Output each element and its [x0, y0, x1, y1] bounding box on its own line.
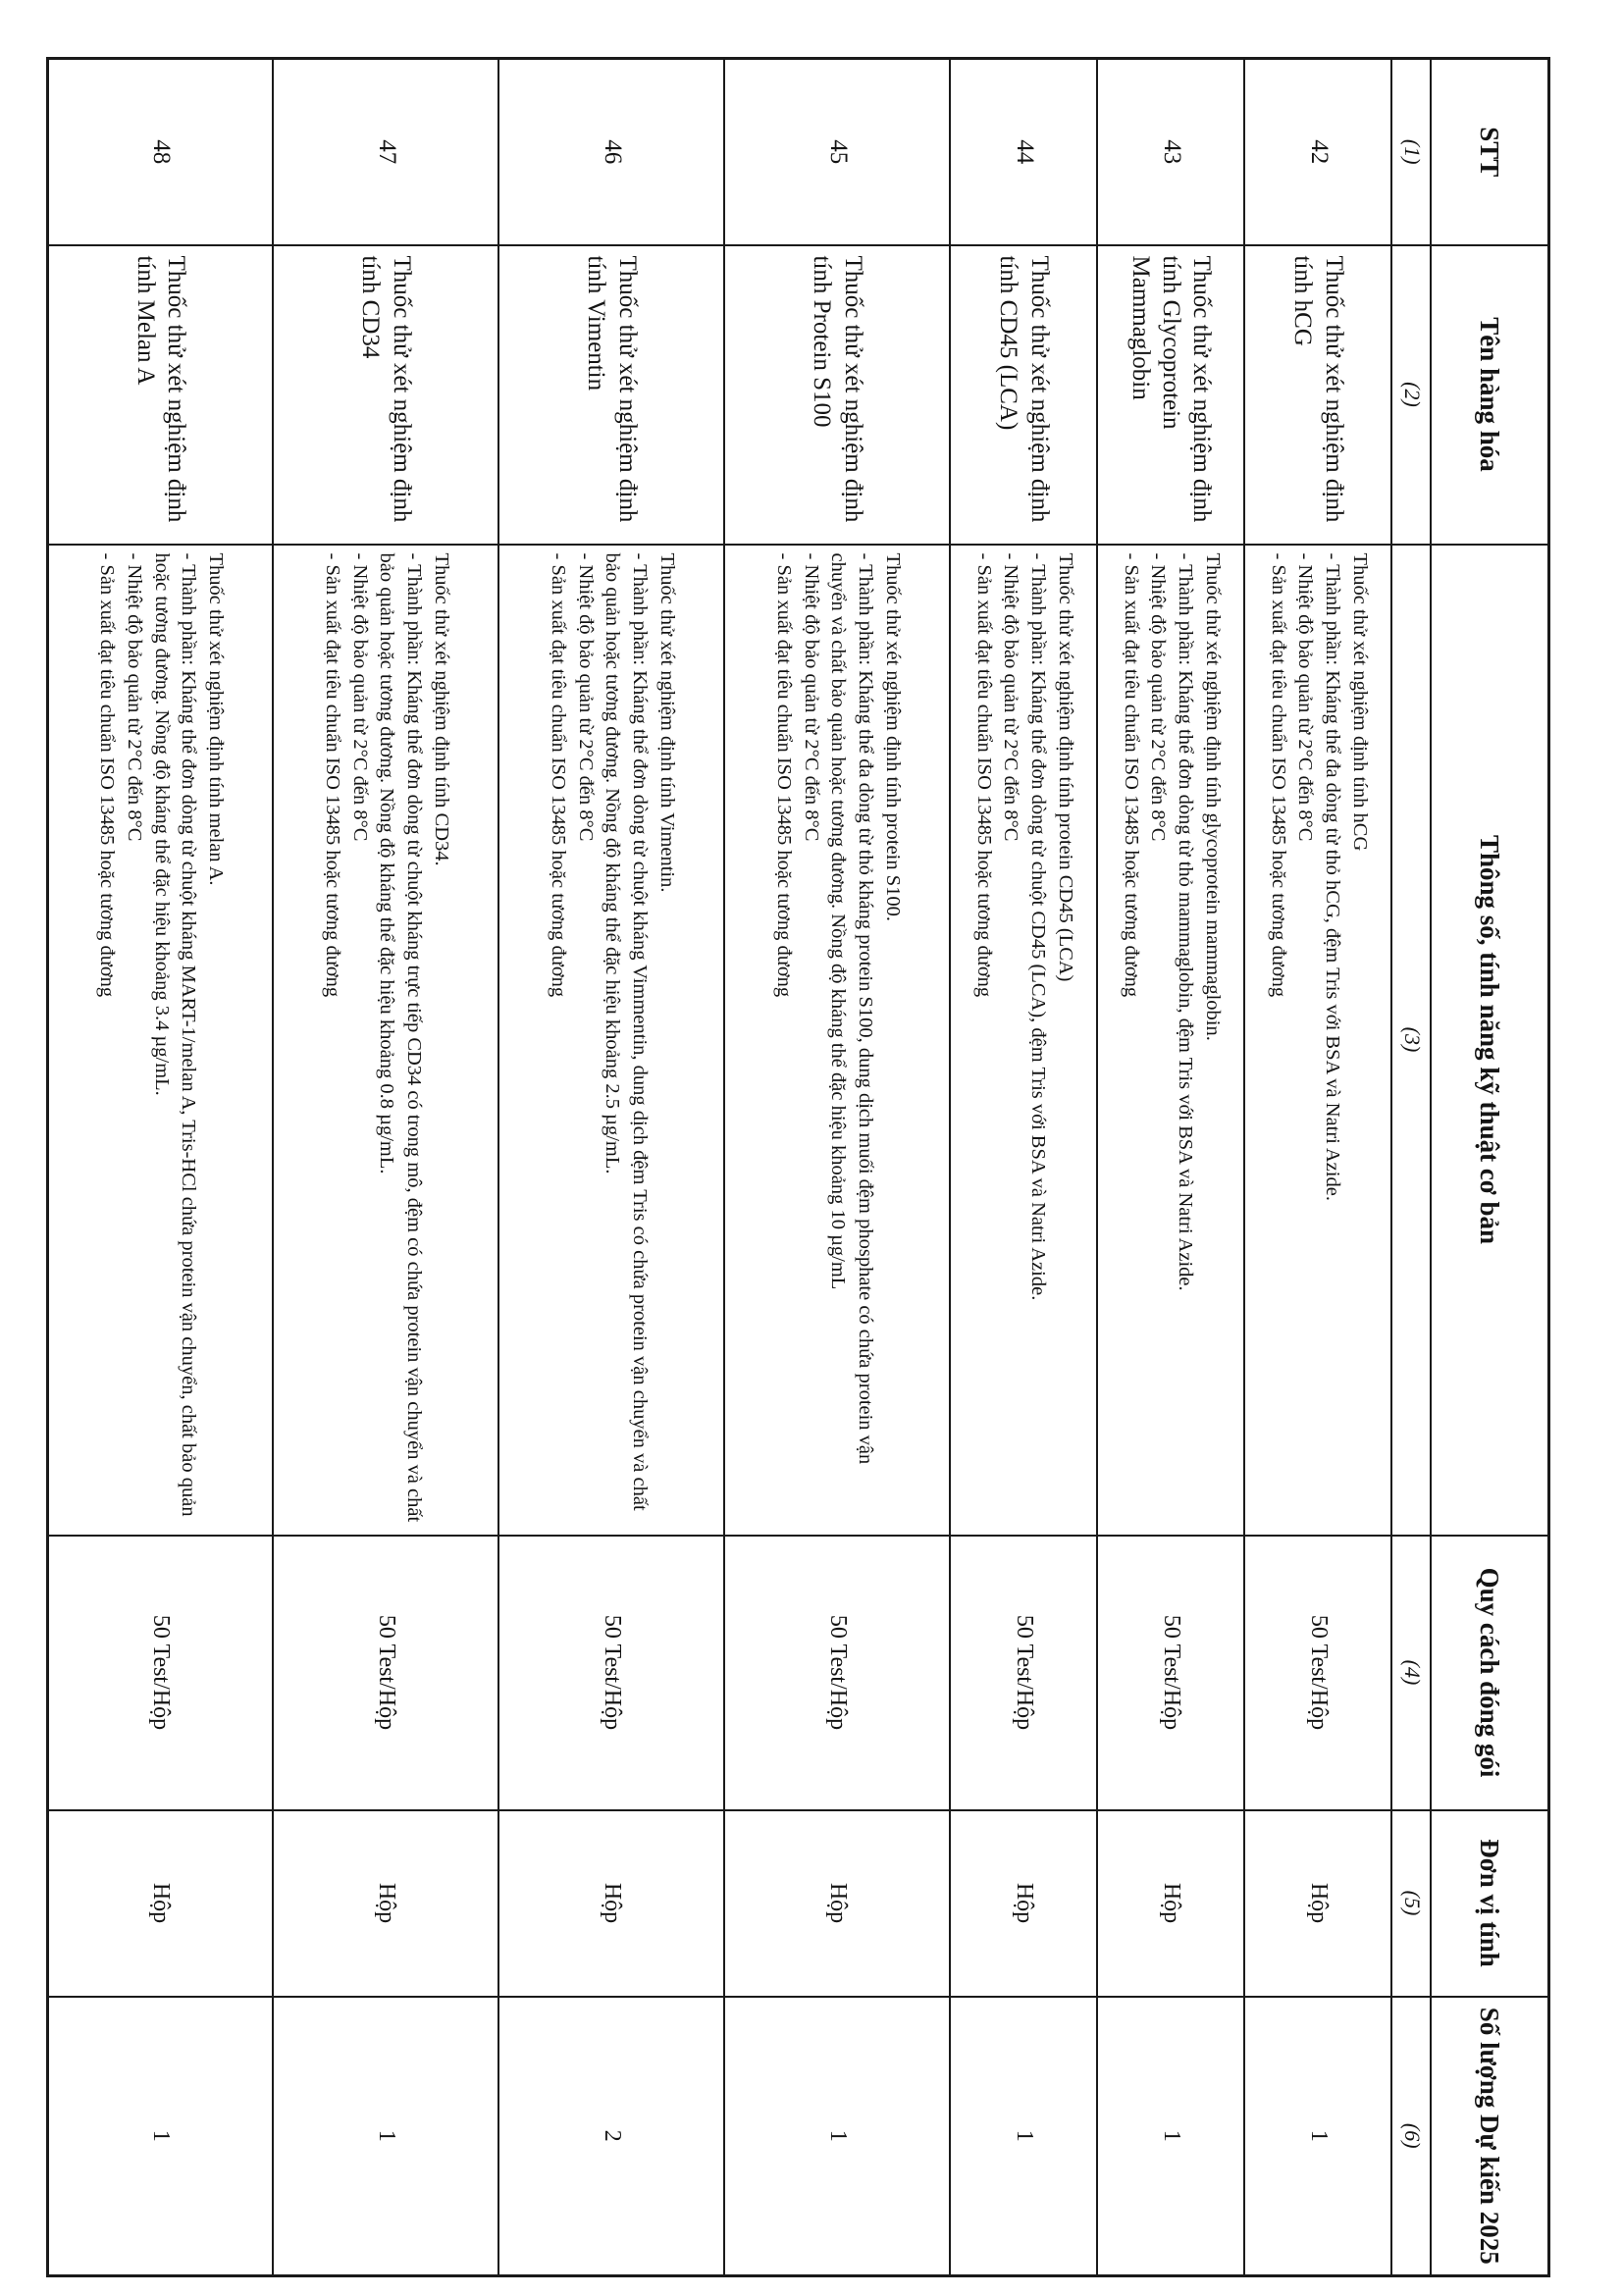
header-row [1432, 59, 1549, 2276]
row-product-name: Thuốc thử xét nghiệm định tính Melan A [48, 245, 274, 545]
header-spec: Thông số, tính năng kỹ thuật cơ bản [1432, 545, 1549, 1536]
table-row [48, 59, 274, 2276]
row-packaging: 50 Test/Hộp [1098, 1536, 1245, 1810]
row-product-name: Thuốc thử xét nghiệm định tính Glycoprotein Mammaglobin [1098, 245, 1245, 545]
row-unit: Hộp [48, 1810, 274, 1997]
spec-line: - Thành phần: Kháng thể đa dòng từ thỏ kháng protein S100, dung dịch muối đệm phosphate có chứa protein vận chuyển và chất bảo quản hoặc tương đương. Nồng độ kháng thể đặc hiệu khoảng 10 µg/mL [827, 552, 877, 1465]
row-product-name: Thuốc thử xét nghiệm định tính Vimentin [499, 245, 725, 545]
row-unit: Hộp [1098, 1810, 1245, 1997]
row-unit: Hộp [499, 1810, 725, 1997]
spec-line: Thuốc thử xét nghiệm định tính Vimentin. [655, 552, 678, 893]
header-stt: STT [1432, 59, 1549, 245]
spec-line: - Thành phần: Kháng thể đơn dòng từ thỏ mammaglobin, đệm Tris với BSA và Natri Azide. [1175, 552, 1197, 1291]
index-3: (3) [1392, 545, 1432, 1536]
row-quantity: 1 [1098, 1997, 1245, 2276]
row-quantity: 1 [48, 1997, 274, 2276]
row-unit: Hộp [725, 1810, 951, 1997]
spec-line: - Nhiệt độ bảo quản từ 2°C đến 8°C [574, 552, 597, 842]
row-stt: 45 [725, 59, 951, 245]
row-stt: 42 [1245, 59, 1392, 245]
spec-line: - Sản xuất đạt tiêu chuẩn ISO 13485 hoặc tương đương [1120, 552, 1142, 998]
row-stt: 43 [1098, 59, 1245, 245]
row-specification [951, 545, 1098, 1536]
spec-line: - Nhiệt độ bảo quản từ 2°C đến 8°C [1147, 552, 1170, 842]
table-row [725, 59, 951, 2276]
spec-line: - Nhiệt độ bảo quản từ 2°C đến 8°C [800, 552, 822, 842]
spec-line: - Thành phần: Kháng thể đơn dòng từ chuột kháng trực tiếp CD34 có trong mô, đệm có chứa protein vận chuyển và chất bảo quản hoặc tương đương. Nồng độ kháng thể đặc hiệu khoảng 0.8 µg/mL. [376, 552, 426, 1523]
header-qty: Số lượng Dự kiến 2025 [1432, 1997, 1549, 2276]
row-stt: 46 [499, 59, 725, 245]
row-quantity: 2 [499, 1997, 725, 2276]
table-row [499, 59, 725, 2276]
rotated-page [59, 57, 1550, 2274]
row-packaging: 50 Test/Hộp [951, 1536, 1098, 1810]
table-body [48, 59, 1392, 2276]
index-4: (4) [1392, 1536, 1432, 1810]
table-row [1245, 59, 1392, 2276]
row-quantity: 1 [951, 1997, 1098, 2276]
row-quantity: 1 [1245, 1997, 1392, 2276]
row-stt: 44 [951, 59, 1098, 245]
spec-line: - Nhiệt độ bảo quản từ 2°C đến 8°C [1000, 552, 1022, 842]
row-product-name: Thuốc thử xét nghiệm định tính CD34 [274, 245, 499, 545]
row-stt: 48 [48, 59, 274, 245]
row-quantity: 1 [274, 1997, 499, 2276]
spec-line: - Sản xuất đạt tiêu chuẩn ISO 13485 hoặc tương đương [773, 552, 795, 998]
spec-line: - Sản xuất đạt tiêu chuẩn ISO 13485 hoặc tương đương [96, 552, 119, 998]
spec-line: - Sản xuất đạt tiêu chuẩn ISO 13485 hoặc tương đương [972, 552, 995, 998]
row-specification [1245, 545, 1392, 1536]
row-product-name: Thuốc thử xét nghiệm định tính Protein S100 [725, 245, 951, 545]
spec-line: Thuốc thử xét nghiệm định tính melan A. [204, 552, 227, 886]
row-specification [48, 545, 274, 1536]
row-specification [274, 545, 499, 1536]
spec-line: Thuốc thử xét nghiệm định tính glycoprotein mammaglobin. [1201, 552, 1224, 1041]
reagent-table [46, 57, 1550, 2277]
spec-line: - Nhiệt độ bảo quản từ 2°C đến 8°C [123, 552, 145, 842]
spec-line: - Nhiệt độ bảo quản từ 2°C đến 8°C [348, 552, 371, 842]
row-unit: Hộp [951, 1810, 1098, 1997]
header-pack: Quy cách đóng gói [1432, 1536, 1549, 1810]
spec-line: Thuốc thử xét nghiệm định tính protein S100. [881, 552, 904, 922]
spec-line: Thuốc thử xét nghiệm định tính hCG [1348, 552, 1371, 852]
table-row [951, 59, 1098, 2276]
spec-line: - Thành phần: Kháng thể đơn dòng từ chuột CD45 (LCA), đệm Tris với BSA và Natri Azide. [1027, 552, 1050, 1301]
row-unit: Hộp [274, 1810, 499, 1997]
row-quantity: 1 [725, 1997, 951, 2276]
row-product-name: Thuốc thử xét nghiệm định tính CD45 (LCA) [951, 245, 1098, 545]
spec-line: - Sản xuất đạt tiêu chuẩn ISO 13485 hoặc tương đương [322, 552, 343, 998]
spec-line: - Thành phần: Kháng thể đơn dòng từ chuột kháng MART-1/melan A, Tris-HCl chứa protein vận chuyển, chất bảo quản hoặc tương đương. Nồng độ kháng thể đặc hiệu khoảng 3.4 µg/mL. [150, 552, 200, 1517]
index-6: (6) [1392, 1997, 1432, 2276]
row-specification [499, 545, 725, 1536]
row-packaging: 50 Test/Hộp [725, 1536, 951, 1810]
row-stt: 47 [274, 59, 499, 245]
index-5: (5) [1392, 1810, 1432, 1997]
spec-line: - Nhiệt độ bảo quản từ 2°C đến 8°C [1294, 552, 1317, 842]
table-row [274, 59, 499, 2276]
spec-line: - Sản xuất đạt tiêu chuẩn ISO 13485 hoặc tương đương [1267, 552, 1289, 998]
row-unit: Hộp [1245, 1810, 1392, 1997]
spec-line: - Thành phần: Kháng thể đa dòng từ thỏ hCG, đệm Tris với BSA và Natri Azide. [1322, 552, 1344, 1201]
table-row [1098, 59, 1245, 2276]
header-unit: Đơn vị tính [1432, 1810, 1549, 1997]
row-product-name: Thuốc thử xét nghiệm định tính hCG [1245, 245, 1392, 545]
spec-line: Thuốc thử xét nghiệm định tính protein CD45 (LCA) [1054, 552, 1076, 982]
spec-line: Thuốc thử xét nghiệm định tính CD34. [430, 552, 452, 866]
row-specification [1098, 545, 1245, 1536]
index-1: (1) [1392, 59, 1432, 245]
row-packaging: 50 Test/Hộp [274, 1536, 499, 1810]
row-packaging: 50 Test/Hộp [1245, 1536, 1392, 1810]
spec-line: - Sản xuất đạt tiêu chuẩn ISO 13485 hoặc tương đương [548, 552, 569, 998]
row-specification [725, 545, 951, 1536]
header-name: Tên hàng hóa [1432, 245, 1549, 545]
row-packaging: 50 Test/Hộp [499, 1536, 725, 1810]
index-2: (2) [1392, 245, 1432, 545]
column-index-row [1392, 59, 1432, 2276]
spec-line: - Thành phần: Kháng thể đơn dòng từ chuột kháng Vimmentin, dung dịch đệm Tris có chứa protein vận chuyển và chất bảo quản hoặc tương đương. Nồng độ kháng thể đặc hiệu khoảng 2.5 µg/mL. [602, 552, 652, 1511]
row-packaging: 50 Test/Hộp [48, 1536, 274, 1810]
